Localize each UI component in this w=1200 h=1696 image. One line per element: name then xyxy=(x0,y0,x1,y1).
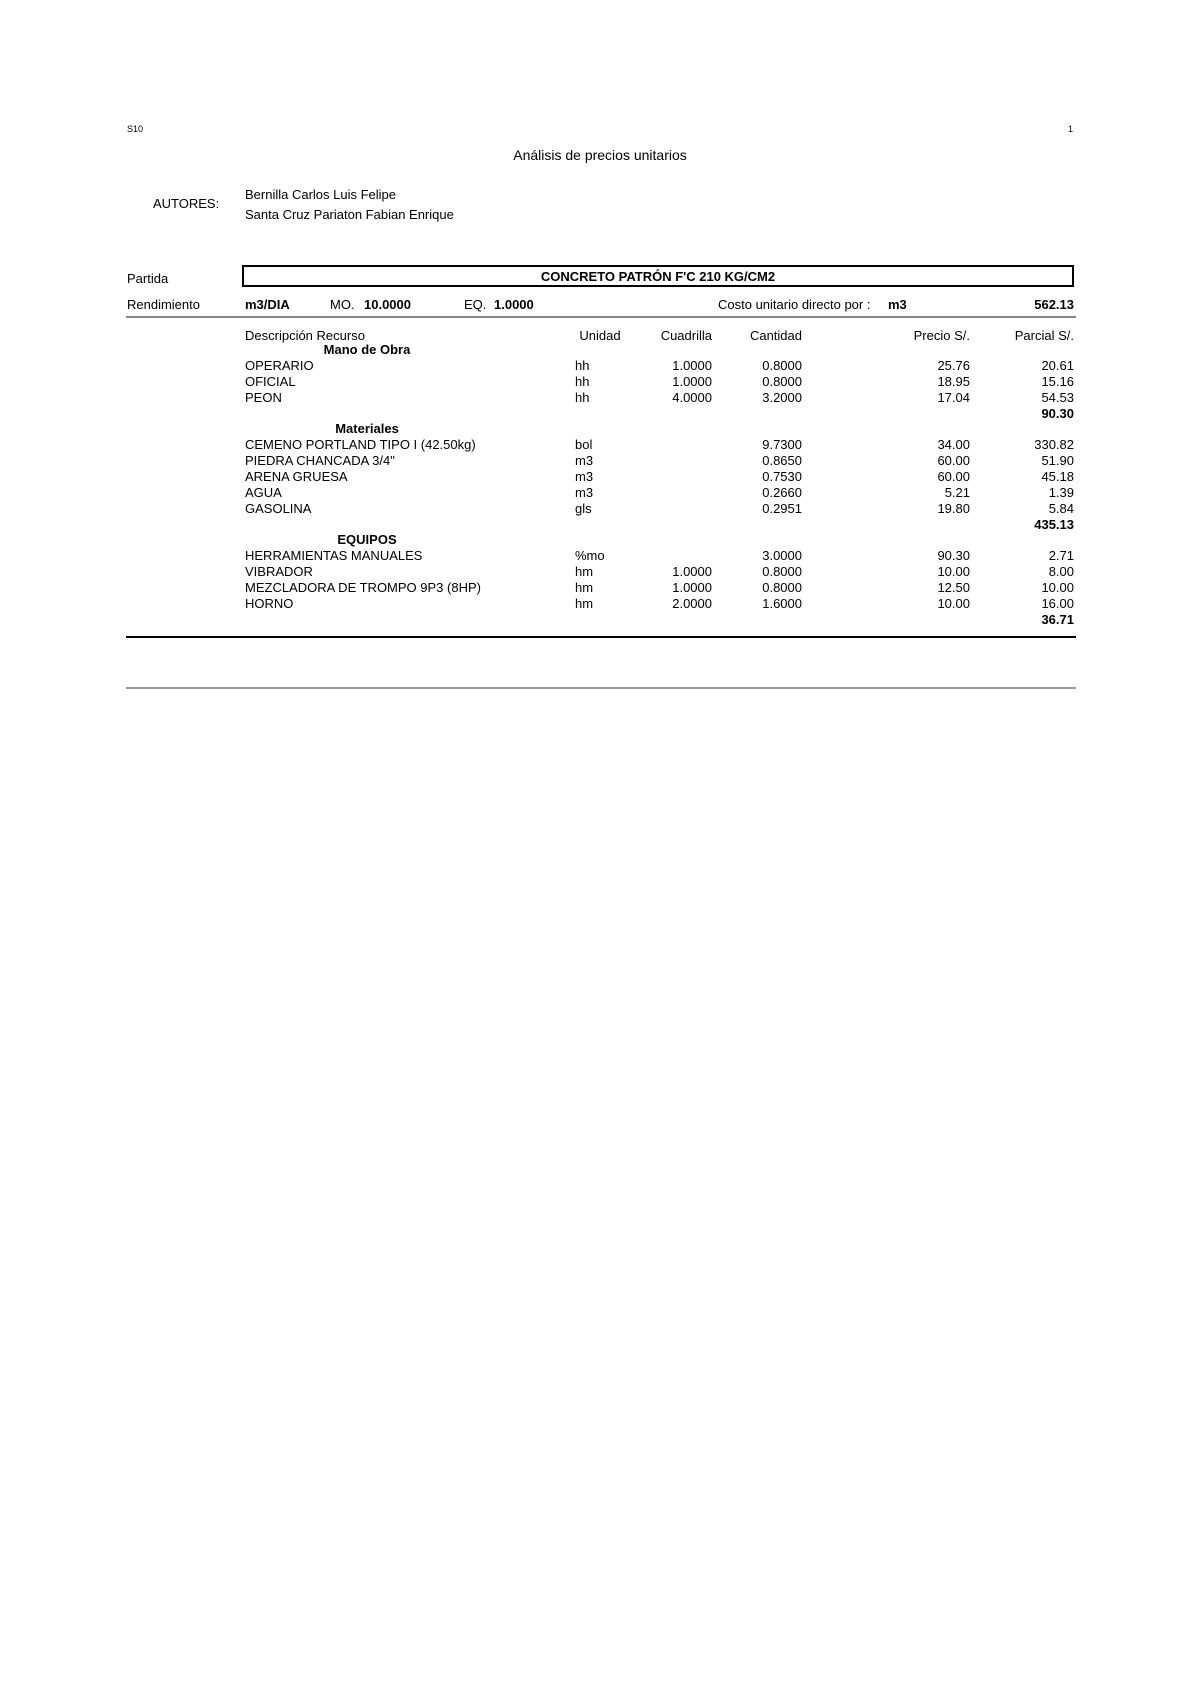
table-bottom-divider xyxy=(126,636,1076,638)
cell-unidad: hh xyxy=(575,374,590,389)
partida-value: CONCRETO PATRÓN F'C 210 KG/CM2 xyxy=(540,269,776,284)
costo-label: Costo unitario directo por : xyxy=(718,297,871,312)
mo-label: MO. xyxy=(330,297,355,312)
cell-desc: VIBRADOR xyxy=(245,564,313,579)
costo-unit: m3 xyxy=(888,297,907,312)
cell-cantidad: 3.0000 xyxy=(762,548,802,563)
cell-precio: 10.00 xyxy=(937,596,970,611)
cell-cantidad: 1.6000 xyxy=(762,596,802,611)
col-header-descripcion: Descripción Recurso xyxy=(245,328,365,343)
cell-parcial: 1.39 xyxy=(1048,485,1074,500)
rendimiento-label: Rendimiento xyxy=(127,297,200,312)
authors-label: AUTORES: xyxy=(153,196,220,211)
col-header-cuadrilla: Cuadrilla xyxy=(660,328,712,343)
section-totals xyxy=(0,0,1200,700)
col-header-parcial: Parcial S/. xyxy=(1014,328,1074,343)
cell-cantidad: 0.7530 xyxy=(762,469,802,484)
cell-precio: 60.00 xyxy=(937,453,970,468)
cell-cuadrilla: 4.0000 xyxy=(672,390,712,405)
cell-parcial: 330.82 xyxy=(1034,437,1074,452)
cell-desc: ARENA GRUESA xyxy=(245,469,348,484)
header-page-number: 1 xyxy=(1068,124,1074,134)
cell-precio: 90.30 xyxy=(937,548,970,563)
cell-precio: 5.21 xyxy=(944,485,970,500)
cell-cantidad: 3.2000 xyxy=(762,390,802,405)
cell-parcial: 8.00 xyxy=(1048,564,1074,579)
cell-unidad: hm xyxy=(575,564,594,579)
section-header: EQUIPOS xyxy=(337,532,397,547)
section-total: 435.13 xyxy=(1034,517,1074,532)
cell-precio: 60.00 xyxy=(937,469,970,484)
cell-unidad: bol xyxy=(575,437,593,452)
cell-parcial: 54.53 xyxy=(1041,390,1074,405)
cell-cuadrilla: 1.0000 xyxy=(672,374,712,389)
cell-cantidad: 0.8000 xyxy=(762,580,802,595)
cell-precio: 18.95 xyxy=(937,374,970,389)
cell-precio: 17.04 xyxy=(937,390,970,405)
partida-label: Partida xyxy=(127,271,169,286)
cell-desc: OFICIAL xyxy=(245,374,296,389)
cell-unidad: m3 xyxy=(575,469,594,484)
page-title: Análisis de precios unitarios xyxy=(513,147,687,163)
cell-desc: MEZCLADORA DE TROMPO 9P3 (8HP) xyxy=(245,580,481,595)
cell-desc: OPERARIO xyxy=(245,358,314,373)
section-header: Materiales xyxy=(335,421,399,436)
eq-value: 1.0000 xyxy=(494,297,534,312)
cell-unidad: hh xyxy=(575,390,590,405)
author-name: Santa Cruz Pariaton Fabian Enrique xyxy=(245,207,454,222)
cell-cantidad: 0.2951 xyxy=(762,501,802,516)
mo-value: 10.0000 xyxy=(364,297,411,312)
cell-desc: CEMENO PORTLAND TIPO I (42.50kg) xyxy=(245,437,476,452)
rendimiento-unit: m3/DIA xyxy=(245,297,290,312)
cell-parcial: 20.61 xyxy=(1041,358,1074,373)
cell-precio: 19.80 xyxy=(937,501,970,516)
cell-cuadrilla: 1.0000 xyxy=(672,358,712,373)
cell-desc: AGUA xyxy=(245,485,282,500)
cell-desc: GASOLINA xyxy=(245,501,312,516)
cell-desc: HORNO xyxy=(245,596,294,611)
eq-label: EQ. xyxy=(464,297,487,312)
cell-desc: PEON xyxy=(245,390,282,405)
cell-precio: 10.00 xyxy=(937,564,970,579)
cell-unidad: hh xyxy=(575,358,590,373)
author-name: Bernilla Carlos Luis Felipe xyxy=(245,187,397,202)
cell-cantidad: 9.7300 xyxy=(762,437,802,452)
cell-cantidad: 0.8000 xyxy=(762,374,802,389)
cell-unidad: %mo xyxy=(575,548,605,563)
page-footer-divider xyxy=(126,687,1076,689)
cell-parcial: 10.00 xyxy=(1041,580,1074,595)
header-code: S10 xyxy=(127,124,144,134)
col-header-cantidad: Cantidad xyxy=(749,328,802,343)
cell-precio: 12.50 xyxy=(937,580,970,595)
cell-unidad: m3 xyxy=(575,453,594,468)
cell-cuadrilla: 1.0000 xyxy=(672,564,712,579)
cell-unidad: hm xyxy=(575,580,594,595)
cell-cuadrilla: 1.0000 xyxy=(672,580,712,595)
col-header-unidad: Unidad xyxy=(579,328,621,343)
cell-cuadrilla: 2.0000 xyxy=(672,596,712,611)
cell-parcial: 15.16 xyxy=(1041,374,1074,389)
cell-precio: 25.76 xyxy=(937,358,970,373)
section-header: Mano de Obra xyxy=(323,342,411,357)
cell-precio: 34.00 xyxy=(937,437,970,452)
costo-value: 562.13 xyxy=(1034,297,1074,312)
cell-desc: HERRAMIENTAS MANUALES xyxy=(245,548,423,563)
cell-unidad: m3 xyxy=(575,485,594,500)
cell-cantidad: 0.8000 xyxy=(762,564,802,579)
cell-unidad: hm xyxy=(575,596,594,611)
col-header-precio: Precio S/. xyxy=(913,328,970,343)
cell-parcial: 51.90 xyxy=(1041,453,1074,468)
cell-unidad: gls xyxy=(575,501,592,516)
cell-parcial: 5.84 xyxy=(1048,501,1074,516)
cell-cantidad: 0.8650 xyxy=(762,453,802,468)
cell-desc: PIEDRA CHANCADA 3/4" xyxy=(245,453,395,468)
cell-parcial: 45.18 xyxy=(1041,469,1074,484)
section-total: 36.71 xyxy=(1041,612,1074,627)
cell-parcial: 16.00 xyxy=(1041,596,1074,611)
section-total: 90.30 xyxy=(1041,406,1074,421)
cell-parcial: 2.71 xyxy=(1048,548,1074,563)
cell-cantidad: 0.8000 xyxy=(762,358,802,373)
cell-cantidad: 0.2660 xyxy=(762,485,802,500)
